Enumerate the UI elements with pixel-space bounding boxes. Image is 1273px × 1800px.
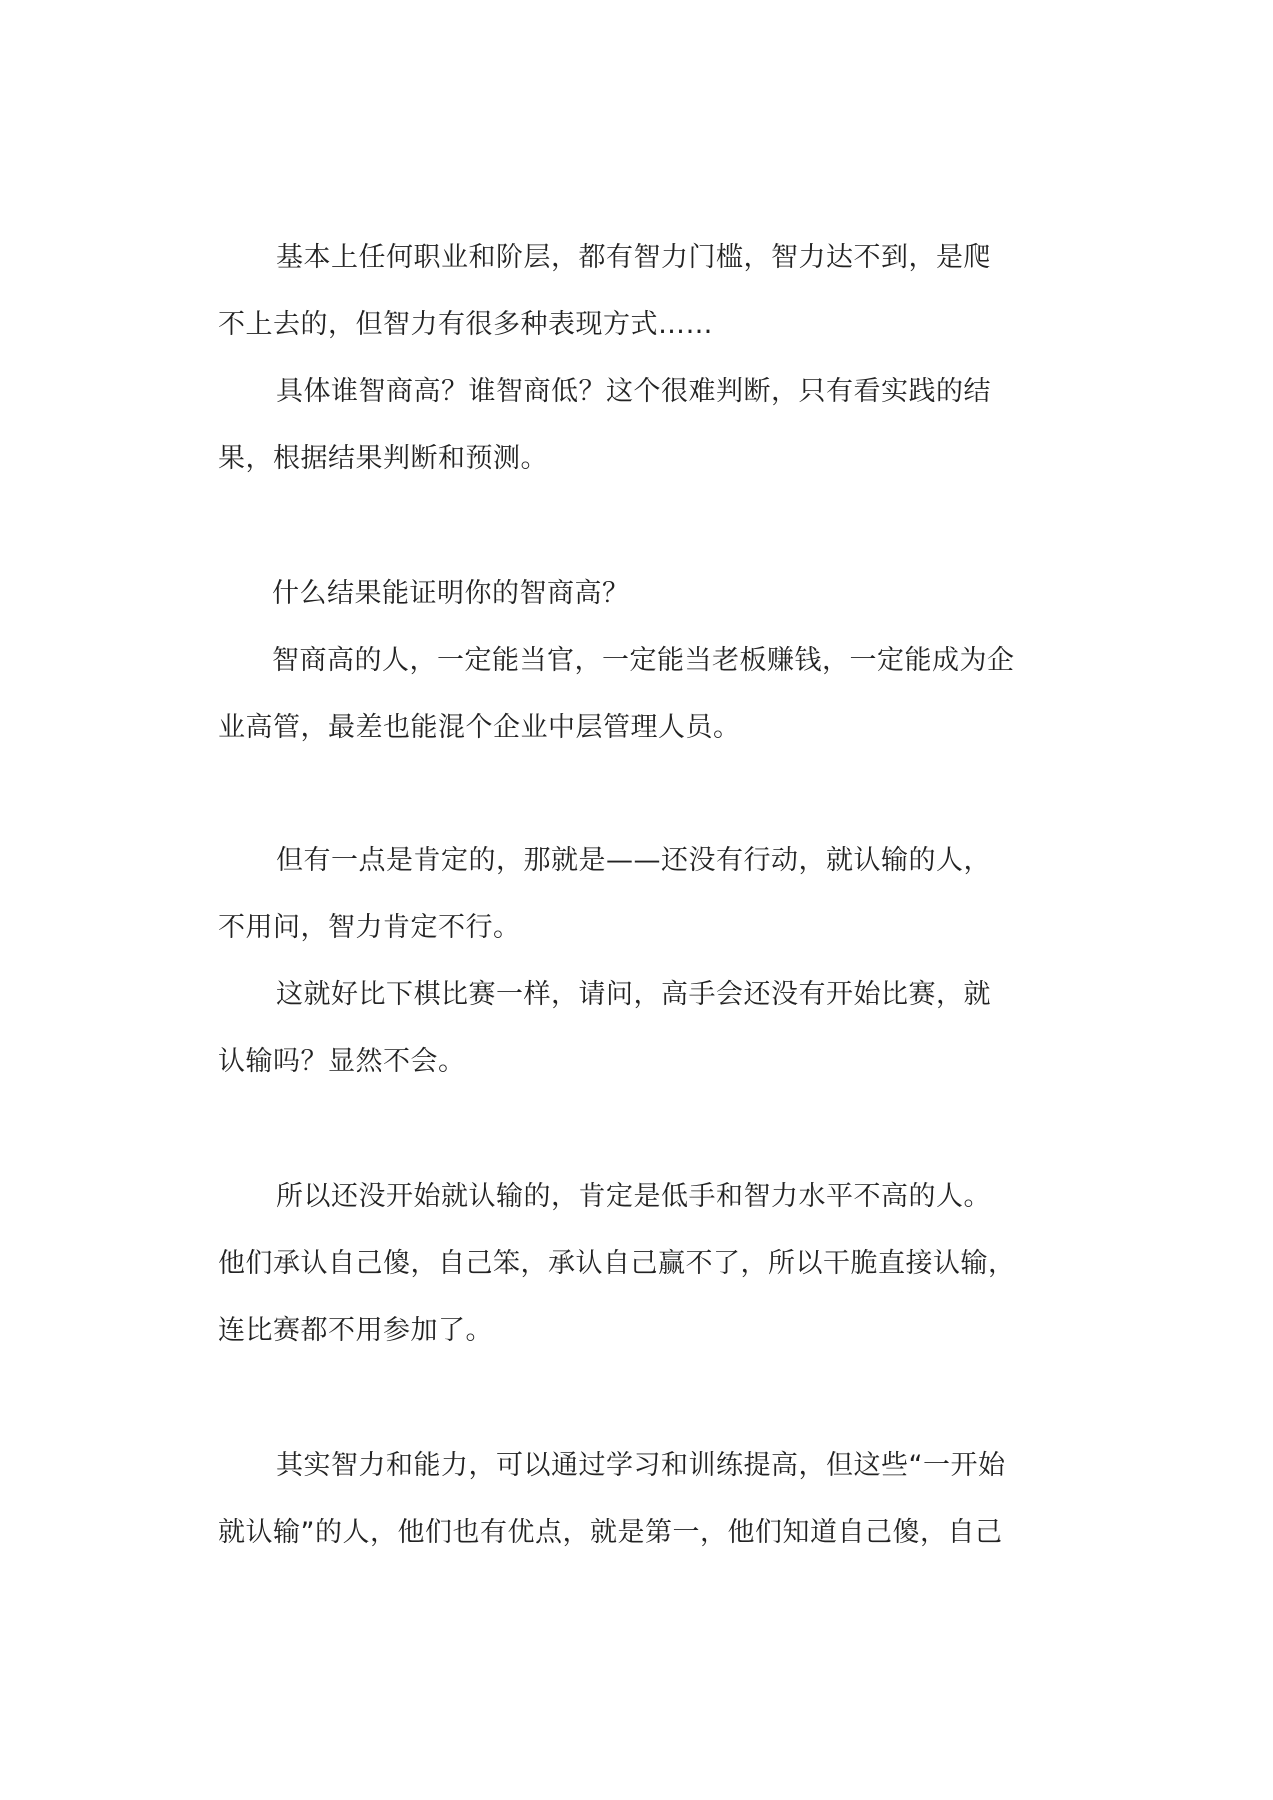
paragraph-line: 这就好比下棋比赛一样，请问，高手会还没有开始比赛，就: [276, 979, 991, 1010]
paragraph-line: 不上去的，但智力有很多种表现方式……: [218, 309, 713, 340]
paragraph-line: 所以还没开始就认输的，肯定是低手和智力水平不高的人。: [276, 1181, 991, 1212]
paragraph-line: 连比赛都不用参加了。: [218, 1315, 493, 1346]
paragraph-3: [218, 560, 1058, 627]
paragraph-line: 认输吗？显然不会。: [218, 1046, 466, 1077]
paragraph-line: 基本上任何职业和阶层，都有智力门槛，智力达不到，是爬: [276, 242, 991, 273]
paragraph-line: 就认输”的人，他们也有优点，就是第一，他们知道自己傻，自己: [218, 1517, 1003, 1548]
paragraph-line: 具体谁智商高？谁智商低？这个很难判断，只有看实践的结: [276, 376, 991, 407]
paragraph-6: [218, 961, 1058, 1095]
paragraph-line: 业高管，最差也能混个企业中层管理人员。: [218, 712, 741, 743]
paragraph-1: [218, 224, 1058, 358]
paragraph-line: 果，根据结果判断和预测。: [218, 443, 548, 474]
paragraph-7: [218, 1163, 1058, 1364]
paragraph-line: 他们承认自己傻，自己笨，承认自己赢不了，所以干脆直接认输，: [218, 1248, 1016, 1279]
paragraph-8: [218, 1432, 1058, 1566]
paragraph-4: [218, 627, 1058, 761]
paragraph-line: 智商高的人，一定能当官，一定能当老板赚钱，一定能成为企: [272, 645, 1015, 676]
paragraph-line: 其实智力和能力，可以通过学习和训练提高，但这些“一开始: [276, 1450, 1006, 1481]
paragraph-line: 但有一点是肯定的，那就是——还没有行动，就认输的人，: [276, 845, 991, 876]
paragraph-2: [218, 358, 1058, 492]
paragraph-line: 不用问，智力肯定不行。: [218, 912, 521, 943]
paragraph-line: 什么结果能证明你的智商高？: [272, 578, 630, 609]
paragraph-5: [218, 827, 1058, 961]
